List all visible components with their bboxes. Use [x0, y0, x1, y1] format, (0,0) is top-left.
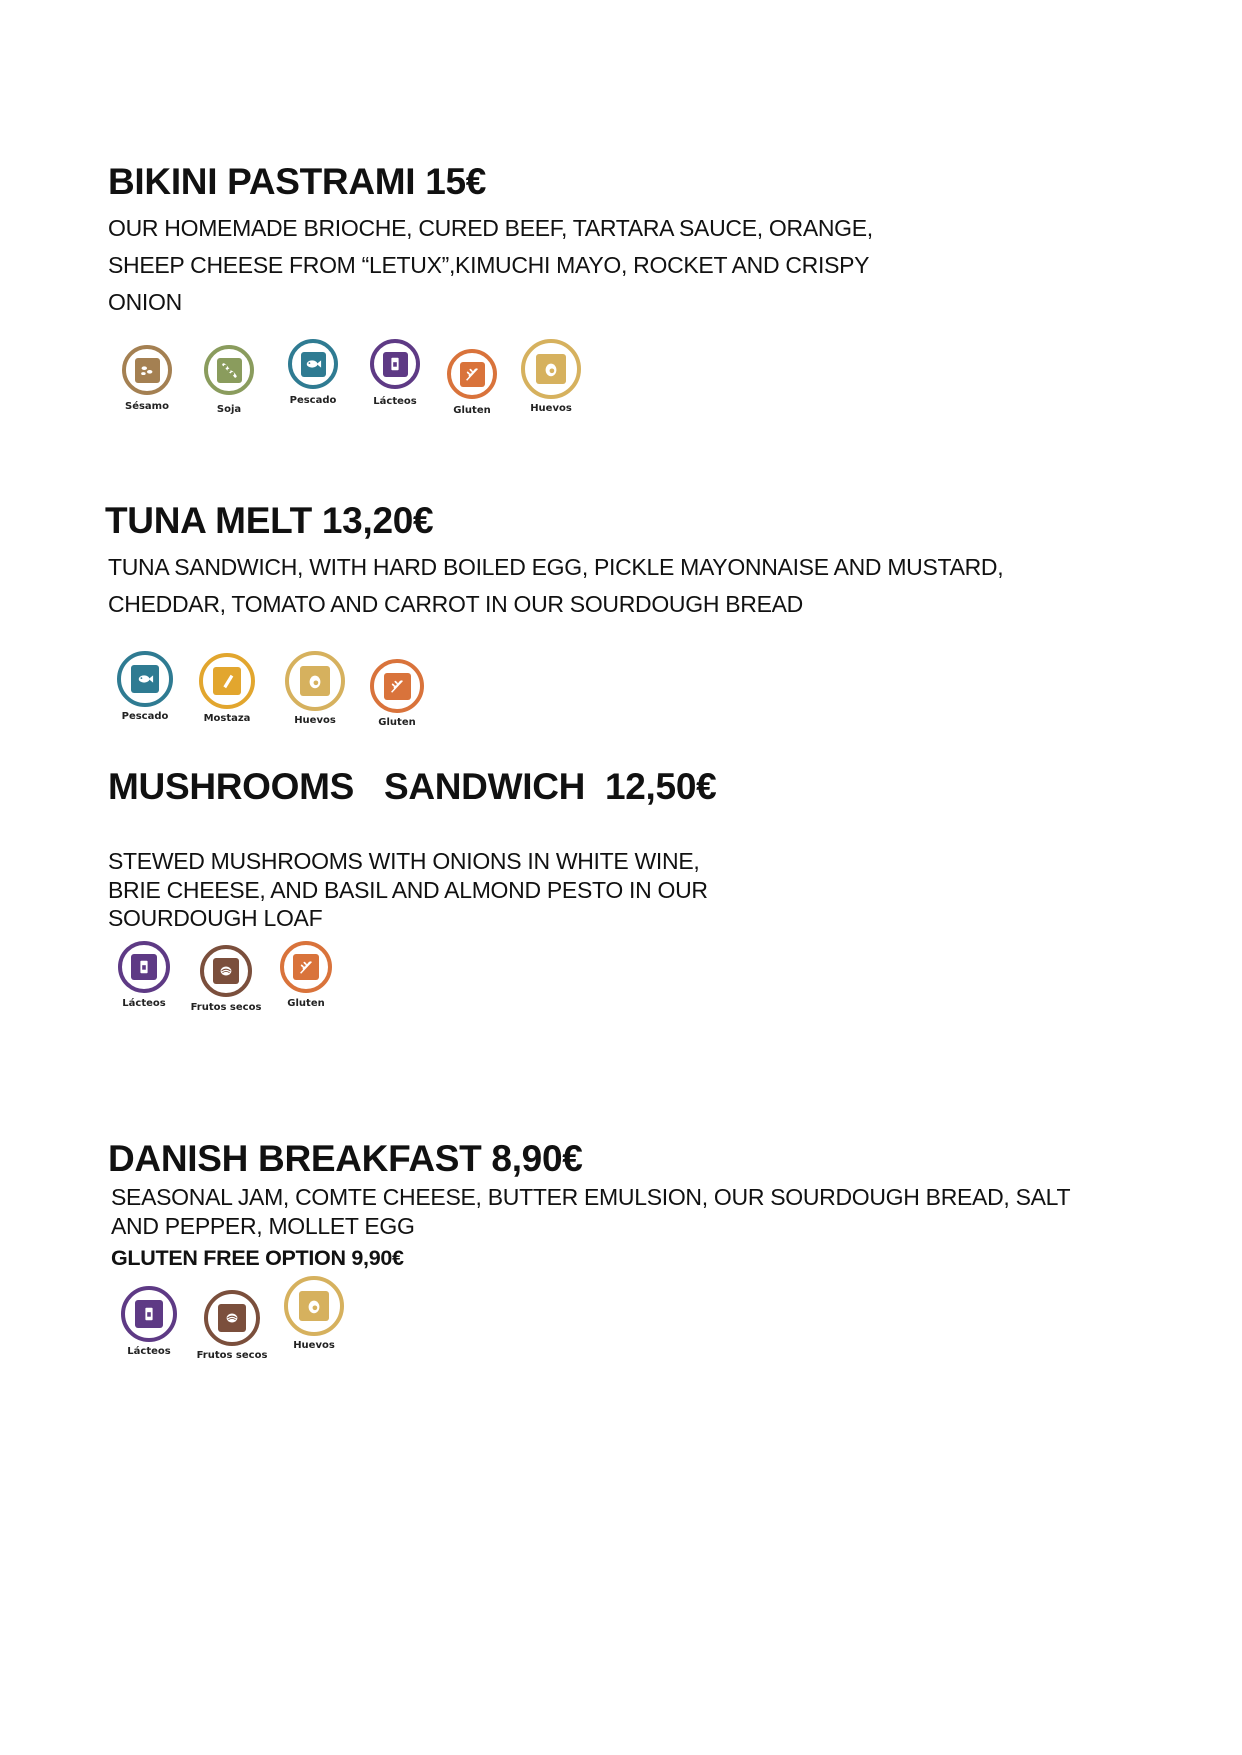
sesame-icon: [122, 345, 172, 395]
dairy-icon-glyph: [383, 352, 408, 377]
allergen-eggs: [270, 651, 360, 727]
allergen-label: Sésamo: [125, 401, 169, 412]
allergen-sesame: [102, 345, 192, 413]
description-line: ONION: [108, 289, 182, 315]
wheat-icon-glyph: [293, 954, 319, 980]
nut-icon-glyph: [218, 1304, 246, 1332]
allergen-label: Pescado: [289, 395, 337, 406]
allergen-label: Frutos secos: [190, 1001, 262, 1013]
item-description: [108, 549, 1138, 623]
allergen-label: Huevos: [530, 403, 572, 414]
allergen-label: Gluten: [378, 717, 416, 728]
soy-icon-glyph: [217, 358, 242, 383]
soy-icon: [204, 345, 254, 395]
mustard-icon-glyph: [213, 667, 241, 695]
item-description: [111, 1183, 1138, 1240]
allergen-label: Lácteos: [122, 997, 166, 1009]
gluten-free-option: GLUTEN FREE OPTION 9,90€: [111, 1246, 404, 1270]
wheat-icon: [447, 349, 497, 399]
wheat-icon-glyph: [384, 673, 411, 700]
item-title: DANISH BREAKFAST 8,90€: [108, 1138, 583, 1179]
allergen-label: Pescado: [121, 711, 169, 722]
fish-icon: [288, 339, 338, 389]
nut-icon-glyph: [213, 958, 239, 984]
egg-icon-glyph: [536, 354, 566, 384]
allergen-soy: [184, 345, 274, 416]
mustard-icon: [199, 653, 255, 709]
allergen-dairy: [99, 941, 189, 1010]
fish-icon-glyph: [301, 352, 326, 377]
allergen-label: Huevos: [294, 715, 336, 726]
egg-icon: [521, 339, 581, 399]
allergen-fish: [100, 651, 190, 723]
menu-item-mushrooms-sandwich: [108, 765, 1138, 1031]
allergen-mustard: [182, 653, 272, 725]
allergen-nuts: [181, 945, 271, 1014]
description-line: SOURDOUGH LOAF: [108, 905, 323, 931]
allergen-gluten: [427, 349, 517, 417]
allergen-list: [108, 941, 1138, 1031]
fish-icon: [117, 651, 173, 707]
dairy-icon: [370, 339, 420, 389]
dairy-icon-glyph: [135, 1300, 163, 1328]
allergen-gluten: [352, 659, 442, 729]
allergen-list: [108, 1284, 1138, 1374]
item-description: [108, 847, 1138, 933]
allergen-label: Huevos: [293, 1340, 335, 1351]
allergen-fish: [268, 339, 358, 407]
allergen-dairy: [104, 1286, 194, 1358]
wheat-icon: [280, 941, 332, 993]
menu-item-bikini-pastrami: [108, 160, 1138, 429]
allergen-label: Gluten: [287, 997, 325, 1009]
allergen-label: Soja: [216, 404, 242, 415]
allergen-eggs: [506, 339, 596, 415]
item-title: TUNA MELT 13,20€: [105, 500, 434, 541]
wheat-icon-glyph: [460, 362, 485, 387]
nut-icon: [200, 945, 252, 997]
item-title: BIKINI PASTRAMI 15€: [108, 161, 487, 202]
description-line: CHEDDAR, TOMATO AND CARROT IN OUR SOURDOUGH BREAD: [108, 591, 803, 617]
fish-icon-glyph: [131, 665, 159, 693]
allergen-label: Frutos secos: [196, 1350, 268, 1361]
allergen-label: Lácteos: [127, 1346, 171, 1357]
allergen-list: [108, 339, 1138, 429]
allergen-nuts: [187, 1290, 277, 1362]
allergen-gluten: [261, 941, 351, 1010]
description-line: STEWED MUSHROOMS WITH ONIONS IN WHITE WINE,: [108, 848, 700, 874]
item-title: MUSHROOMS SANDWICH 12,50€: [108, 766, 717, 807]
sesame-icon-glyph: [135, 358, 160, 383]
egg-icon-glyph: [300, 666, 330, 696]
description-line: BRIE CHEESE, AND BASIL AND ALMOND PESTO IN OUR: [108, 876, 708, 903]
description-line: SEASONAL JAM, COMTE CHEESE, BUTTER EMULSION, OUR SOURDOUGH BREAD, SALT: [111, 1184, 1071, 1210]
description-line: TUNA SANDWICH, WITH HARD BOILED EGG, PICKLE MAYONNAISE AND MUSTARD,: [108, 554, 1004, 580]
description-line: AND PEPPER, MOLLET EGG: [111, 1212, 415, 1239]
allergen-list: [108, 651, 1138, 741]
dairy-icon: [121, 1286, 177, 1342]
menu-item-danish-breakfast: [108, 1137, 1138, 1374]
description-line: OUR HOMEMADE BRIOCHE, CURED BEEF, TARTARA SAUCE, ORANGE,: [108, 215, 873, 241]
description-line: SHEEP CHEESE FROM “LETUX”,KIMUCHI MAYO, ROCKET AND CRISPY: [108, 252, 870, 278]
allergen-eggs: [269, 1276, 359, 1352]
egg-icon: [285, 651, 345, 711]
allergen-label: Mostaza: [203, 713, 251, 724]
menu-item-tuna-melt: [105, 499, 1138, 741]
allergen-label: Gluten: [453, 405, 491, 416]
egg-icon: [284, 1276, 344, 1336]
dairy-icon: [118, 941, 170, 993]
wheat-icon: [370, 659, 424, 713]
egg-icon-glyph: [299, 1291, 329, 1321]
allergen-label: Lácteos: [373, 396, 417, 407]
dairy-icon-glyph: [131, 954, 157, 980]
item-description: [108, 210, 1138, 321]
nut-icon: [204, 1290, 260, 1346]
